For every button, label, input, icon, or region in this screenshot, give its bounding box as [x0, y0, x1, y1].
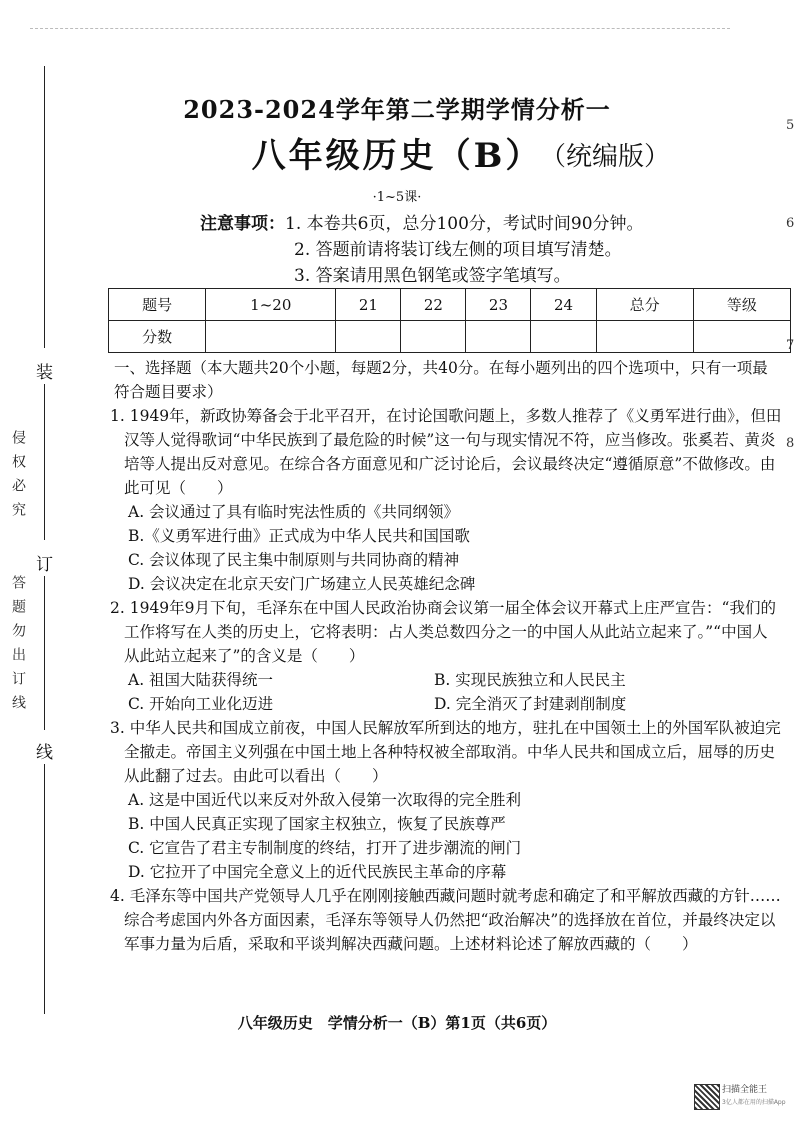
question-text: 2. 1949年9月下旬，毛泽东在中国人民政治协商会议第一届全体会议开幕式上庄严宣告：“我们的工作将写在人类的历史上，它将表明：占人类总数四分之一的中国人从此站立起来了。”“中国人从此站立起来了”的含义是（ ） — [110, 599, 776, 665]
score-table-header: 24 — [531, 289, 596, 321]
top-margin-dashed-line — [30, 28, 730, 29]
score-row-label: 分数 — [109, 321, 206, 353]
question-text: 1. 1949年，新政协筹备会于北平召开，在讨论国歌问题上，多数人推荐了《义勇军进行曲》，但田汉等人觉得歌词“中华民族到了最危险的时候”这一句与现实情况不符，应当修改。张奚若、黄炎培等人提出反对意见。在综合各方面意见和广泛讨论后，会议最终决定“遵循原意”不做修改。由此可见（ ） — [110, 407, 782, 497]
option-d: D. 会议决定在北京天安门广场建立人民英雄纪念碑 — [128, 575, 476, 593]
question-3 — [110, 716, 782, 884]
option-a: A. 祖国大陆获得统一 — [128, 671, 274, 689]
score-table-header-row — [109, 289, 791, 321]
score-table-header: 等级 — [693, 289, 790, 321]
option-a: A. 这是中国近代以来反对外敌入侵第一次取得的完全胜利 — [128, 791, 522, 809]
option-c: C. 它宣告了君主专制制度的终结，打开了进步潮流的闸门 — [128, 839, 522, 857]
question-text: 4. 毛泽东等中国共产党领导人几乎在刚刚接触西藏问题时就考虑和确定了和平解放西藏的方针……综合考虑国内外各方面因素，毛泽东等领导人仍然把“政治解决”的选择放在首位，并最终决定以军事力量为后盾，采取和平谈判解决西藏问题。上述材料论述了解放西藏的（ ） — [110, 887, 781, 953]
note-item: 3. 答案请用黑色钢笔或签字笔填写。 — [294, 266, 571, 286]
option-row — [110, 668, 782, 692]
score-cell[interactable] — [401, 321, 466, 353]
score-table — [108, 288, 791, 353]
page-title: 八年级历史（B） — [251, 136, 543, 176]
score-cell[interactable] — [693, 321, 790, 353]
option-d: D. 它拉开了中国完全意义上的近代民族民主革命的序幕 — [128, 863, 507, 881]
question-text: 3. 中华人民共和国成立前夜，中国人民解放军所到达的地方，驻扎在中国领土上的外国军队被迫完全撤走。帝国主义列强在中国土地上各种特权被全部取消。中华人民共和国成立后，屈辱的历史从此翻了过去。由此可以看出（ ） — [110, 719, 781, 785]
option-row — [110, 692, 782, 716]
score-table-score-row — [109, 321, 791, 353]
binding-char-xian: 线 — [36, 743, 53, 763]
exam-notes — [200, 211, 644, 289]
sidebar-notice-answer: 答题勿出订线 — [10, 575, 26, 719]
binding-line-bottom — [44, 764, 45, 1014]
right-margin-number: 6 — [786, 216, 794, 231]
exam-content — [110, 356, 782, 956]
score-cell[interactable] — [466, 321, 531, 353]
score-table-header: 总分 — [596, 289, 693, 321]
score-table-header: 22 — [401, 289, 466, 321]
main-title-wrap — [0, 128, 794, 177]
lesson-range: ·1~5课· — [372, 190, 422, 205]
page-footer: 八年级历史 学情分析一（B）第1页（共6页） — [237, 1014, 557, 1032]
binding-char-zhuang: 装 — [36, 363, 53, 383]
score-table-header: 1~20 — [206, 289, 336, 321]
binding-line-middle-2 — [44, 576, 45, 730]
scanner-brand: 扫描全能王 — [722, 1085, 768, 1095]
score-cell[interactable] — [596, 321, 693, 353]
right-margin-number: 7 — [786, 338, 794, 353]
binding-line-middle-1 — [44, 384, 45, 540]
option-b: B. 实现民族独立和人民民主 — [434, 671, 626, 689]
option-b: B.《义勇军进行曲》正式成为中华人民共和国国歌 — [128, 527, 470, 545]
option-b: B. 中国人民真正实现了国家主权独立，恢复了民族尊严 — [128, 815, 506, 833]
note-item: 1. 本卷共6页，总分100分，考试时间90分钟。 — [285, 214, 644, 234]
score-cell[interactable] — [336, 321, 401, 353]
option-d: D. 完全消灭了封建剥削制度 — [434, 695, 627, 713]
qr-code-icon — [694, 1084, 720, 1110]
score-cell[interactable] — [531, 321, 596, 353]
edition-label: （统编版） — [540, 142, 671, 172]
right-margin-number: 8 — [786, 436, 794, 451]
binding-char-ding: 订 — [36, 555, 53, 575]
exam-year-title: 2023-2024学年第二学期学情分析一 — [183, 95, 611, 124]
scanner-brand-sub: 3亿人都在用的扫描App — [722, 1099, 786, 1106]
score-table-header: 21 — [336, 289, 401, 321]
right-margin-number: 5 — [786, 118, 794, 133]
score-table-header: 题号 — [109, 289, 206, 321]
question-2 — [110, 596, 782, 716]
question-4 — [110, 884, 782, 956]
question-1 — [110, 404, 782, 596]
option-c: C. 会议体现了民主集中制原则与共同协商的精神 — [128, 551, 460, 569]
note-item: 2. 答题前请将装订线左侧的项目填写清楚。 — [294, 240, 622, 260]
sidebar-notice-copyright: 侵权必究 — [10, 430, 26, 526]
option-a: A. 会议通过了具有临时宪法性质的《共同纲领》 — [128, 503, 460, 521]
option-c: C. 开始向工业化迈进 — [128, 695, 274, 713]
section-title: 一、选择题（本大题共20个小题，每题2分，共40分。在每小题列出的四个选项中，只有一项最符合题目要求） — [114, 359, 768, 401]
score-cell[interactable] — [206, 321, 336, 353]
score-table-header: 23 — [466, 289, 531, 321]
notes-label: 注意事项： — [200, 214, 285, 234]
